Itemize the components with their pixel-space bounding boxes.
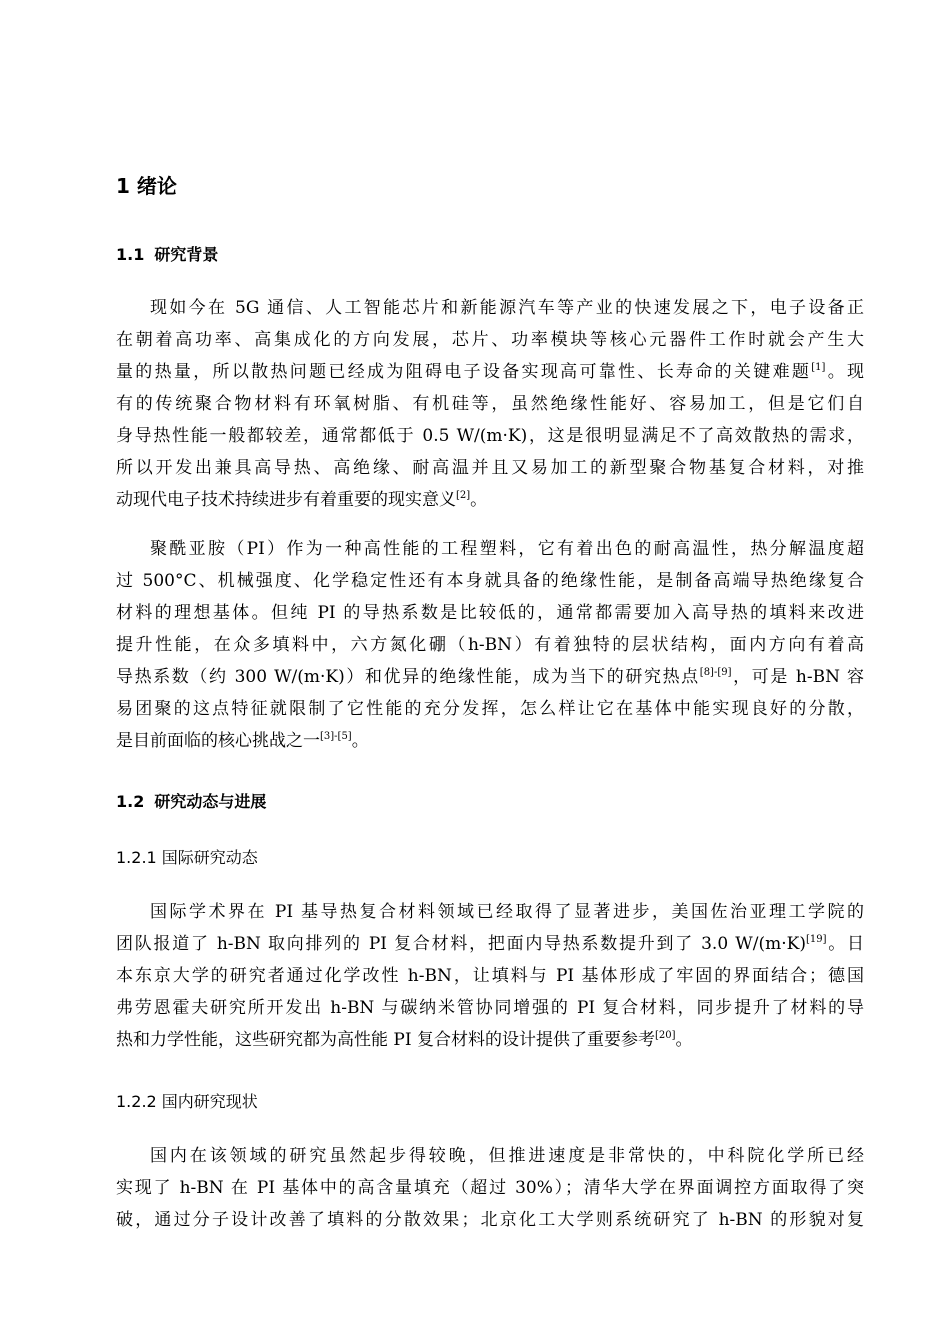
text-run: 团队报道了 h-BN 取向排列的 PI 复合材料，把面内导热系数提升到了 3.0 W/(m·K): [116, 934, 806, 954]
section-number: 1.2: [116, 792, 145, 811]
text-line: [116, 356, 864, 388]
text-line: 现如今在 5G 通信、人工智能芯片和新能源汽车等产业的快速发展之下，电子设备正: [150, 298, 864, 318]
text-run: 导热系数（约 300 W/(m·K)）和优异的绝缘性能，成为当下的研究热点: [116, 667, 700, 687]
text-line: 国内在该领域的研究虽然起步得较晚，但推进速度是非常快的，中科院化学所已经: [150, 1146, 864, 1166]
text-line: 过 500°C、机械强度、化学稳定性还有本身就具备的绝缘性能，是制备高端导热绝缘复合: [116, 571, 864, 591]
citation-ref: [2]: [456, 490, 471, 501]
text-run: 是目前面临的核心挑战之一: [116, 731, 320, 751]
text-run: 。: [470, 490, 488, 510]
citation-ref: [3]-[5]: [320, 731, 352, 742]
text-line: [116, 661, 864, 693]
text-run: 动现代电子技术持续进步有着重要的现实意义: [116, 490, 456, 510]
paragraph-background-2: [116, 533, 864, 757]
text-line: 易团聚的这点特征就限制了它性能的充分发挥，怎么样让它在基体中能实现良好的分散，: [116, 699, 864, 719]
text-line: [116, 725, 864, 757]
text-line: [116, 928, 864, 960]
citation-ref: [19]: [805, 934, 827, 945]
text-line: 身导热性能一般都较差，通常都低于 0.5 W/(m·K)，这是很明显满足不了高效散热的需求，: [116, 426, 864, 446]
citation-ref: [1]: [811, 362, 826, 373]
section-title: 研究动态与进展: [154, 792, 267, 811]
text-line: [116, 484, 864, 516]
text-line: 所以开发出兼具高导热、高绝缘、耐高温并且又易加工的新型聚合物基复合材料，对推: [116, 458, 864, 478]
text-line: 材料的理想基体。但纯 PI 的导热系数是比较低的，通常都需要加入高导热的填料来改进: [116, 603, 864, 623]
paragraph-international: [116, 896, 864, 1056]
text-run: 。: [351, 731, 369, 751]
text-line: 有的传统聚合物材料有环氧树脂、有机硅等，虽然绝缘性能好、容易加工，但是它们自: [116, 394, 864, 414]
subsection-heading-1-2-2: 1.2.2 国内研究现状: [116, 1092, 258, 1111]
subsection-heading-1-2-1: 1.2.1 国际研究动态: [116, 848, 258, 867]
text-run: 。日: [826, 934, 864, 954]
text-line: 国际学术界在 PI 基导热复合材料领域已经取得了显著进步，美国佐治亚理工学院的: [150, 902, 864, 922]
text-line: 聚酰亚胺（PI）作为一种高性能的工程塑料，它有着出色的耐高温性，热分解温度超: [150, 539, 864, 559]
section-number: 1.1: [116, 245, 145, 264]
citation-ref: [20]: [654, 1030, 676, 1041]
section-heading-1-2: [116, 790, 266, 814]
text-run: 热和力学性能，这些研究都为高性能 PI 复合材料的设计提供了重要参考: [116, 1030, 655, 1050]
section-title: 研究背景: [154, 245, 219, 264]
text-line: 弗劳恩霍夫研究所开发出 h-BN 与碳纳米管协同增强的 PI 复合材料，同步提升了材料的导: [116, 998, 864, 1018]
paragraph-background-1: [116, 292, 864, 516]
text-run: ，可是 h-BN 容: [731, 667, 864, 687]
text-run: 。: [675, 1030, 693, 1050]
text-line: [116, 1024, 864, 1056]
citation-ref: [8]-[9]: [699, 667, 732, 678]
section-heading-1-1: [116, 243, 218, 267]
text-line: 在朝着高功率、高集成化的方向发展，芯片、功率模块等核心元器件工作时就会产生大: [116, 330, 864, 350]
text-line: 实现了 h-BN 在 PI 基体中的高含量填充（超过 30%）；清华大学在界面调控方面取得了突: [116, 1178, 864, 1198]
text-line: 提升性能，在众多填料中，六方氮化硼（h-BN）有着独特的层状结构，面内方向有着高: [116, 635, 864, 655]
text-line: 本东京大学的研究者通过化学改性 h-BN，让填料与 PI 基体形成了牢固的界面结合；德国: [116, 966, 864, 986]
text-run: 。现: [825, 362, 865, 382]
text-run: 量的热量，所以散热问题已经成为阻碍电子设备实现高可靠性、长寿命的关键难题: [116, 362, 812, 382]
text-line: 破，通过分子设计改善了填料的分散效果；北京化工大学则系统研究了 h-BN 的形貌对复: [116, 1210, 864, 1230]
paragraph-domestic: [116, 1140, 864, 1236]
chapter-title: 1 绪论: [116, 174, 177, 198]
